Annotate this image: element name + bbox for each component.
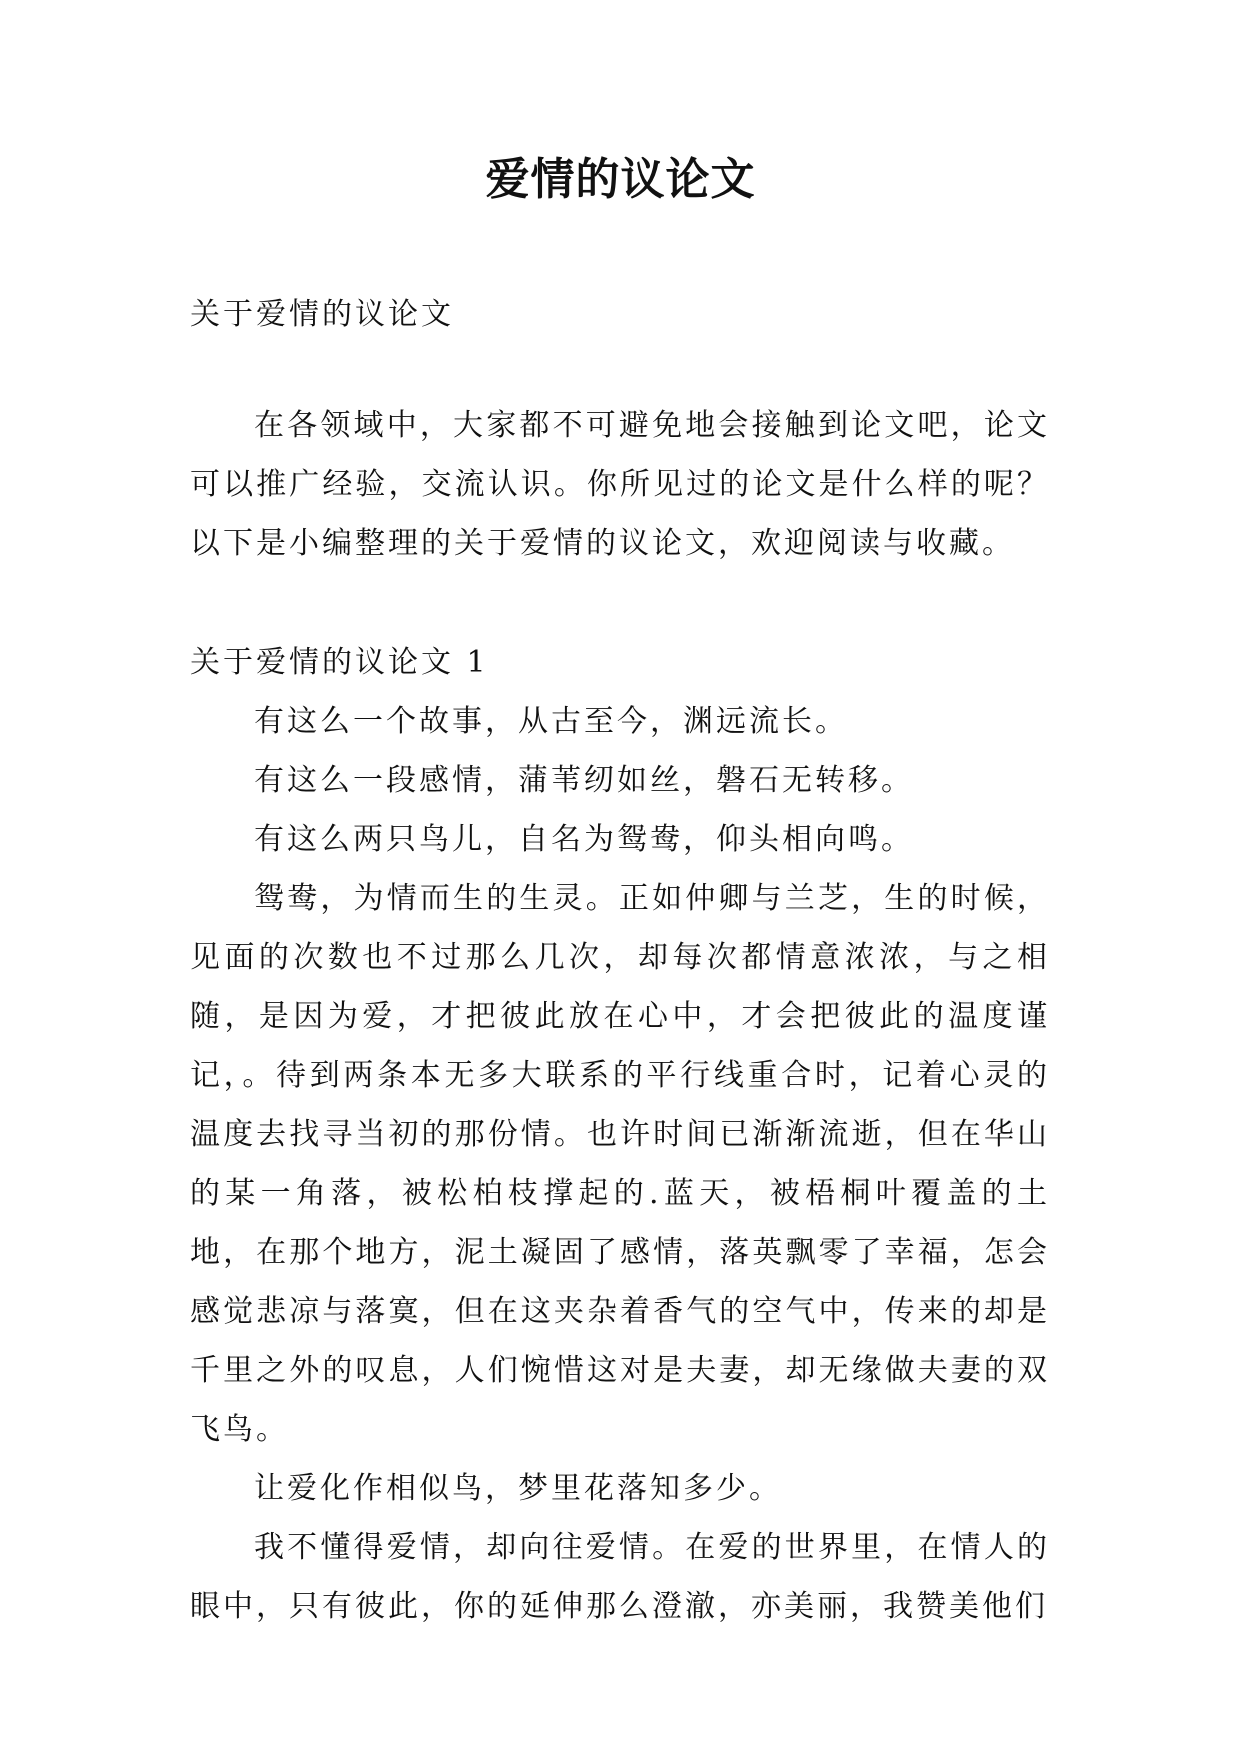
body-paragraph: 有这么两只鸟儿，自名为鸳鸯，仰头相向鸣。 bbox=[254, 822, 914, 857]
document-body bbox=[190, 285, 1050, 1636]
intro-paragraph: 在各领域中，大家都不可避免地会接触到论文吧，论文可以推广经验，交流认识。你所见过的论文是什么样的呢？以下是小编整理的关于爱情的议论文，欢迎阅读与收藏。 bbox=[190, 408, 1050, 561]
section-heading: 关于爱情的议论文 1 bbox=[190, 645, 489, 680]
body-paragraph: 让爱化作相似鸟，梦里花落知多少。 bbox=[254, 1471, 782, 1506]
document-title: 爱情的议论文 bbox=[485, 154, 756, 205]
document-subtitle: 关于爱情的议论文 bbox=[190, 297, 454, 332]
body-paragraph: 有这么一段感情，蒲苇纫如丝，磐石无转移。 bbox=[254, 763, 914, 798]
body-paragraph: 鸳鸯，为情而生的生灵。正如仲卿与兰芝，生的时候，见面的次数也不过那么几次，却每次都情意浓浓，与之相随，是因为爱，才把彼此放在心中，才会把彼此的温度谨记，。待到两条本无多大联系的平行线重合时，记着心灵的温度去找寻当初的那份情。也许时间已渐渐流逝，但在华山的某一角落，被松柏枝撑起的.蓝天，被梧桐叶覆盖的土地，在那个地方，泥土凝固了感情，落英飘零了幸福，怎会感觉悲凉与落寞，但在这夹杂着香气的空气中，传来的却是千里之外的叹息，人们惋惜这对是夫妻，却无缘做夫妻的双飞鸟。 bbox=[190, 881, 1050, 1447]
body-paragraph: 有这么一个故事，从古至今，渊远流长。 bbox=[254, 704, 848, 739]
body-paragraph: 我不懂得爱情，却向往爱情。在爱的世界里，在情人的眼中，只有彼此，你的延伸那么澄澈，亦美丽，我赞美他们 bbox=[190, 1530, 1050, 1624]
